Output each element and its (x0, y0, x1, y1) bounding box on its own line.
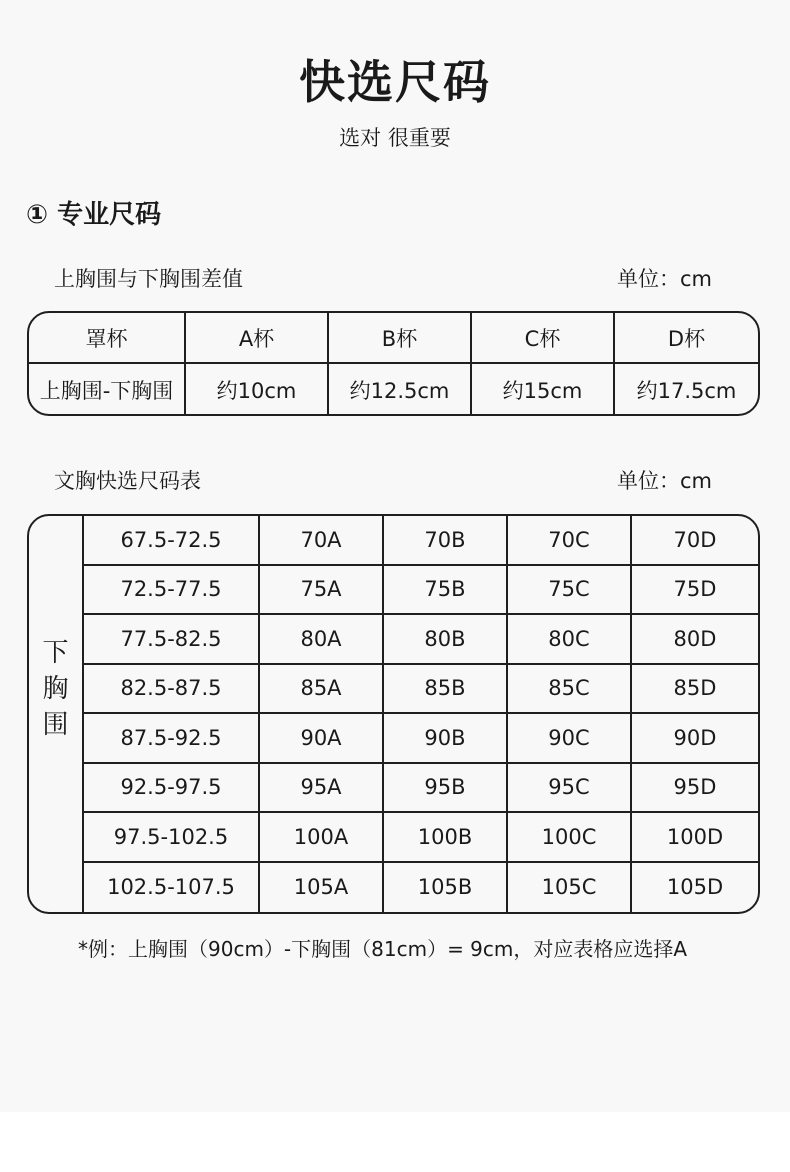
size-cell: 105A (260, 863, 384, 913)
size-cell: 75C (508, 566, 632, 616)
size-cell: 80D (632, 615, 758, 665)
size-cell: 80A (260, 615, 384, 665)
side-label-column (29, 516, 84, 912)
difference-table-caption: 上胸围与下胸围差值 (54, 267, 243, 291)
page-subtitle: 选对 很重要 (339, 126, 451, 150)
size-cell: 80C (508, 615, 632, 665)
size-cell: 95D (632, 764, 758, 814)
underbust-range-cell: 97.5-102.5 (84, 813, 260, 863)
underbust-range-cell: 102.5-107.5 (84, 863, 260, 913)
underbust-range-cell: 82.5-87.5 (84, 665, 260, 715)
cup-difference-table (27, 311, 760, 416)
size-cell: 75B (384, 566, 508, 616)
size-cell: 75D (632, 566, 758, 616)
table-cell: 上胸围-下胸围 (29, 364, 186, 416)
table-header-cell: 罩杯 (29, 313, 186, 364)
size-cell: 90C (508, 714, 632, 764)
table-cell: 约10cm (186, 364, 329, 416)
example-note: *例：上胸围（90cm）-下胸围（81cm）= 9cm，对应表格应选择A (78, 937, 688, 961)
size-cell: 70D (632, 516, 758, 566)
table-cell: 约17.5cm (636, 379, 737, 403)
size-cell: 70B (384, 516, 508, 566)
table-header-cell: C杯 (472, 313, 615, 364)
table-cell: 约15cm (472, 364, 615, 416)
size-cell: 90A (260, 714, 384, 764)
page-title: 快选尺码 (299, 55, 491, 109)
size-table-caption: 文胸快选尺码表 (54, 469, 201, 493)
table-header-cell: B杯 (329, 313, 472, 364)
size-cell: 100A (260, 813, 384, 863)
size-cell: 95A (260, 764, 384, 814)
size-cell: 105C (508, 863, 632, 913)
underbust-range-cell: 72.5-77.5 (84, 566, 260, 616)
underbust-range-cell: 67.5-72.5 (84, 516, 260, 566)
size-cell: 100C (508, 813, 632, 863)
size-cell: 85B (384, 665, 508, 715)
size-cell: 90B (384, 714, 508, 764)
size-cell: 80B (384, 615, 508, 665)
size-cell: 70A (260, 516, 384, 566)
size-cell: 105B (384, 863, 508, 913)
size-table-unit: 单位：cm (617, 469, 713, 493)
table-header-cell: A杯 (186, 313, 329, 364)
underbust-range-cell: 87.5-92.5 (84, 714, 260, 764)
size-cell: 85D (632, 665, 758, 715)
underbust-range-cell: 77.5-82.5 (84, 615, 260, 665)
size-cell: 100D (632, 813, 758, 863)
size-cell: 70C (508, 516, 632, 566)
size-cell: 95B (384, 764, 508, 814)
size-cell: 100B (384, 813, 508, 863)
underbust-label: 下胸围 (42, 638, 69, 740)
size-cell: 95C (508, 764, 632, 814)
size-chart-table (27, 514, 760, 914)
size-cell: 75A (260, 566, 384, 616)
size-cell: 85C (508, 665, 632, 715)
size-cell: 90D (632, 714, 758, 764)
difference-table-unit: 单位：cm (617, 267, 713, 291)
table-header-cell: D杯 (615, 313, 758, 364)
table-cell: 约12.5cm (329, 364, 472, 416)
size-cell: 85A (260, 665, 384, 715)
size-cell: 105D (666, 875, 724, 900)
section-heading: ① 专业尺码 (26, 200, 162, 230)
underbust-range-cell: 92.5-97.5 (84, 764, 260, 814)
